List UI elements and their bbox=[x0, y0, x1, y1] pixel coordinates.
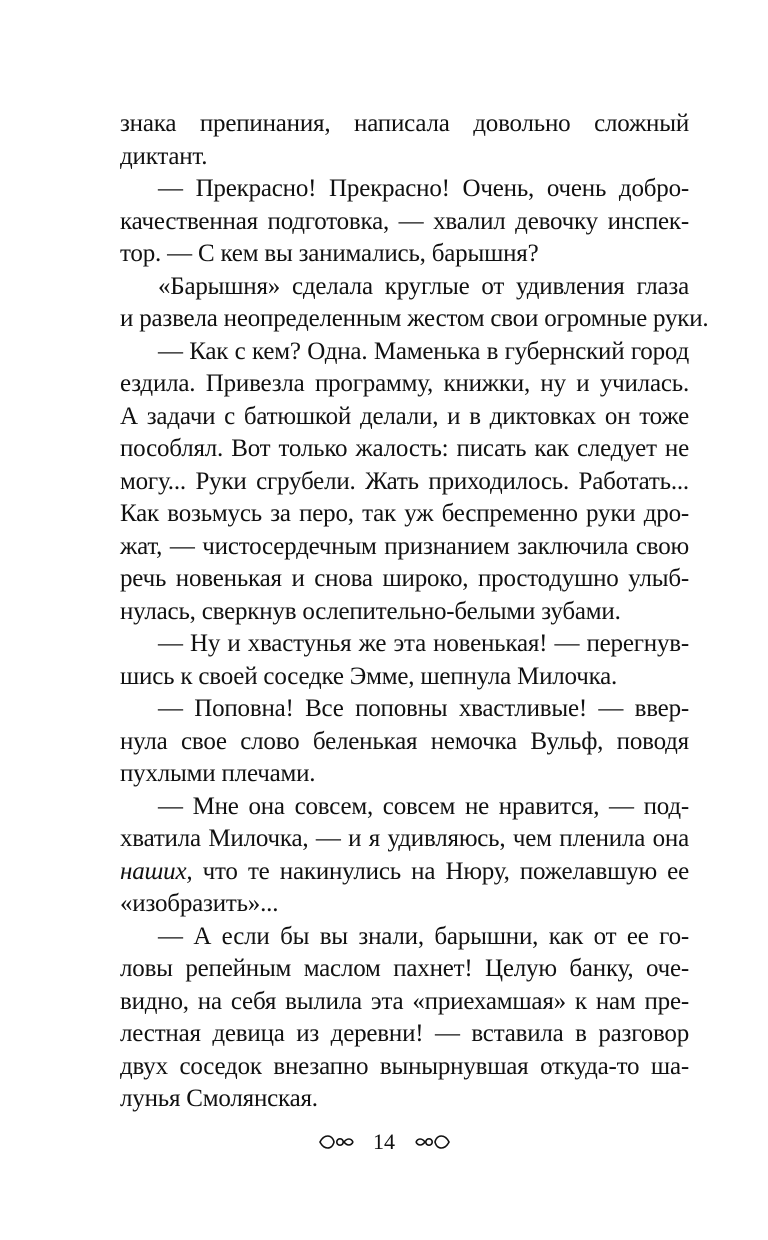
text-line: — Как с кем? Одна. Маменька в губернский город bbox=[158, 337, 689, 365]
text-line: диктант. bbox=[120, 142, 208, 170]
text-line bbox=[120, 856, 689, 889]
text-line: пухлыми плечами. bbox=[120, 760, 316, 787]
floral-ornament-left-icon bbox=[316, 1130, 356, 1154]
text-line: «изобразить»... bbox=[120, 890, 279, 917]
text-line: могу... Руки сгрубели. Жать приходилось. Работать... bbox=[120, 467, 689, 495]
text-line: А задачи с батюшкой делали, и в диктовках он тоже bbox=[120, 402, 689, 430]
text-line: знака препинания, написала довольно сложный bbox=[120, 110, 689, 137]
body-text bbox=[120, 108, 709, 1116]
text-line: двух соседок внезапно вынырнувшая откуда-то ша- bbox=[120, 1052, 689, 1080]
italic-word: наших, bbox=[120, 857, 193, 885]
text-line: нулась, сверкнув ослепительно-белыми зубами. bbox=[120, 597, 621, 625]
text-line: видно, на себя вылила эта «приехамшая» к нам пре- bbox=[120, 987, 689, 1015]
text-line: — А если бы вы знали, барышни, как от ее го- bbox=[158, 922, 689, 950]
text-line: жат, — чистосердечным признанием заключила свою bbox=[120, 532, 689, 560]
text-line: тор. — С кем вы занимались, барышня? bbox=[120, 240, 539, 267]
text-line: речь новенькая и снова широко, простодушно улыб- bbox=[120, 565, 689, 592]
text-line: и развела неопределенным жестом свои огромные руки. bbox=[120, 305, 709, 332]
text-line: «Барышня» сделала круглые от удивления глаза bbox=[158, 272, 689, 300]
text-line: — Ну и хвастунья же эта новенькая! — перегнув- bbox=[158, 630, 689, 657]
text-line-rest: что те накинулись на Нюру, пожелавшую ее bbox=[202, 857, 689, 885]
text-line: качественная подготовка, — хвалил девочку инспек- bbox=[120, 207, 689, 235]
text-line: — Поповна! Все поповны хвастливые! — ввер- bbox=[158, 695, 689, 722]
text-line: лунья Смолянская. bbox=[120, 1085, 318, 1112]
text-line: ездила. Привезла программу, книжки, ну и училась. bbox=[120, 370, 689, 397]
text-line: Как возьмусь за перо, так уж беспременно руки дро- bbox=[120, 500, 689, 527]
text-line: хватила Милочка, — и я удивляюсь, чем пленила она bbox=[120, 825, 689, 852]
page-footer bbox=[0, 1120, 768, 1162]
text-line: ловы репейным маслом пахнет! Целую банку, оче- bbox=[120, 955, 689, 982]
page-number: 14 bbox=[373, 1128, 395, 1154]
text-line: — Прекрасно! Прекрасно! Очень, очень добро- bbox=[158, 175, 689, 202]
floral-ornament-right-icon bbox=[413, 1130, 453, 1154]
text-line: шись к своей соседке Эмме, шепнула Милочка. bbox=[120, 662, 618, 690]
text-line: — Мне она совсем, совсем не нравится, — под- bbox=[158, 792, 689, 820]
text-line: пособлял. Вот только жалость: писать как следует не bbox=[120, 435, 689, 462]
text-line: нула свое слово беленькая немочка Вульф, поводя bbox=[120, 727, 689, 755]
text-line: лестная девица из деревни! — вставила в разговор bbox=[120, 1020, 689, 1047]
